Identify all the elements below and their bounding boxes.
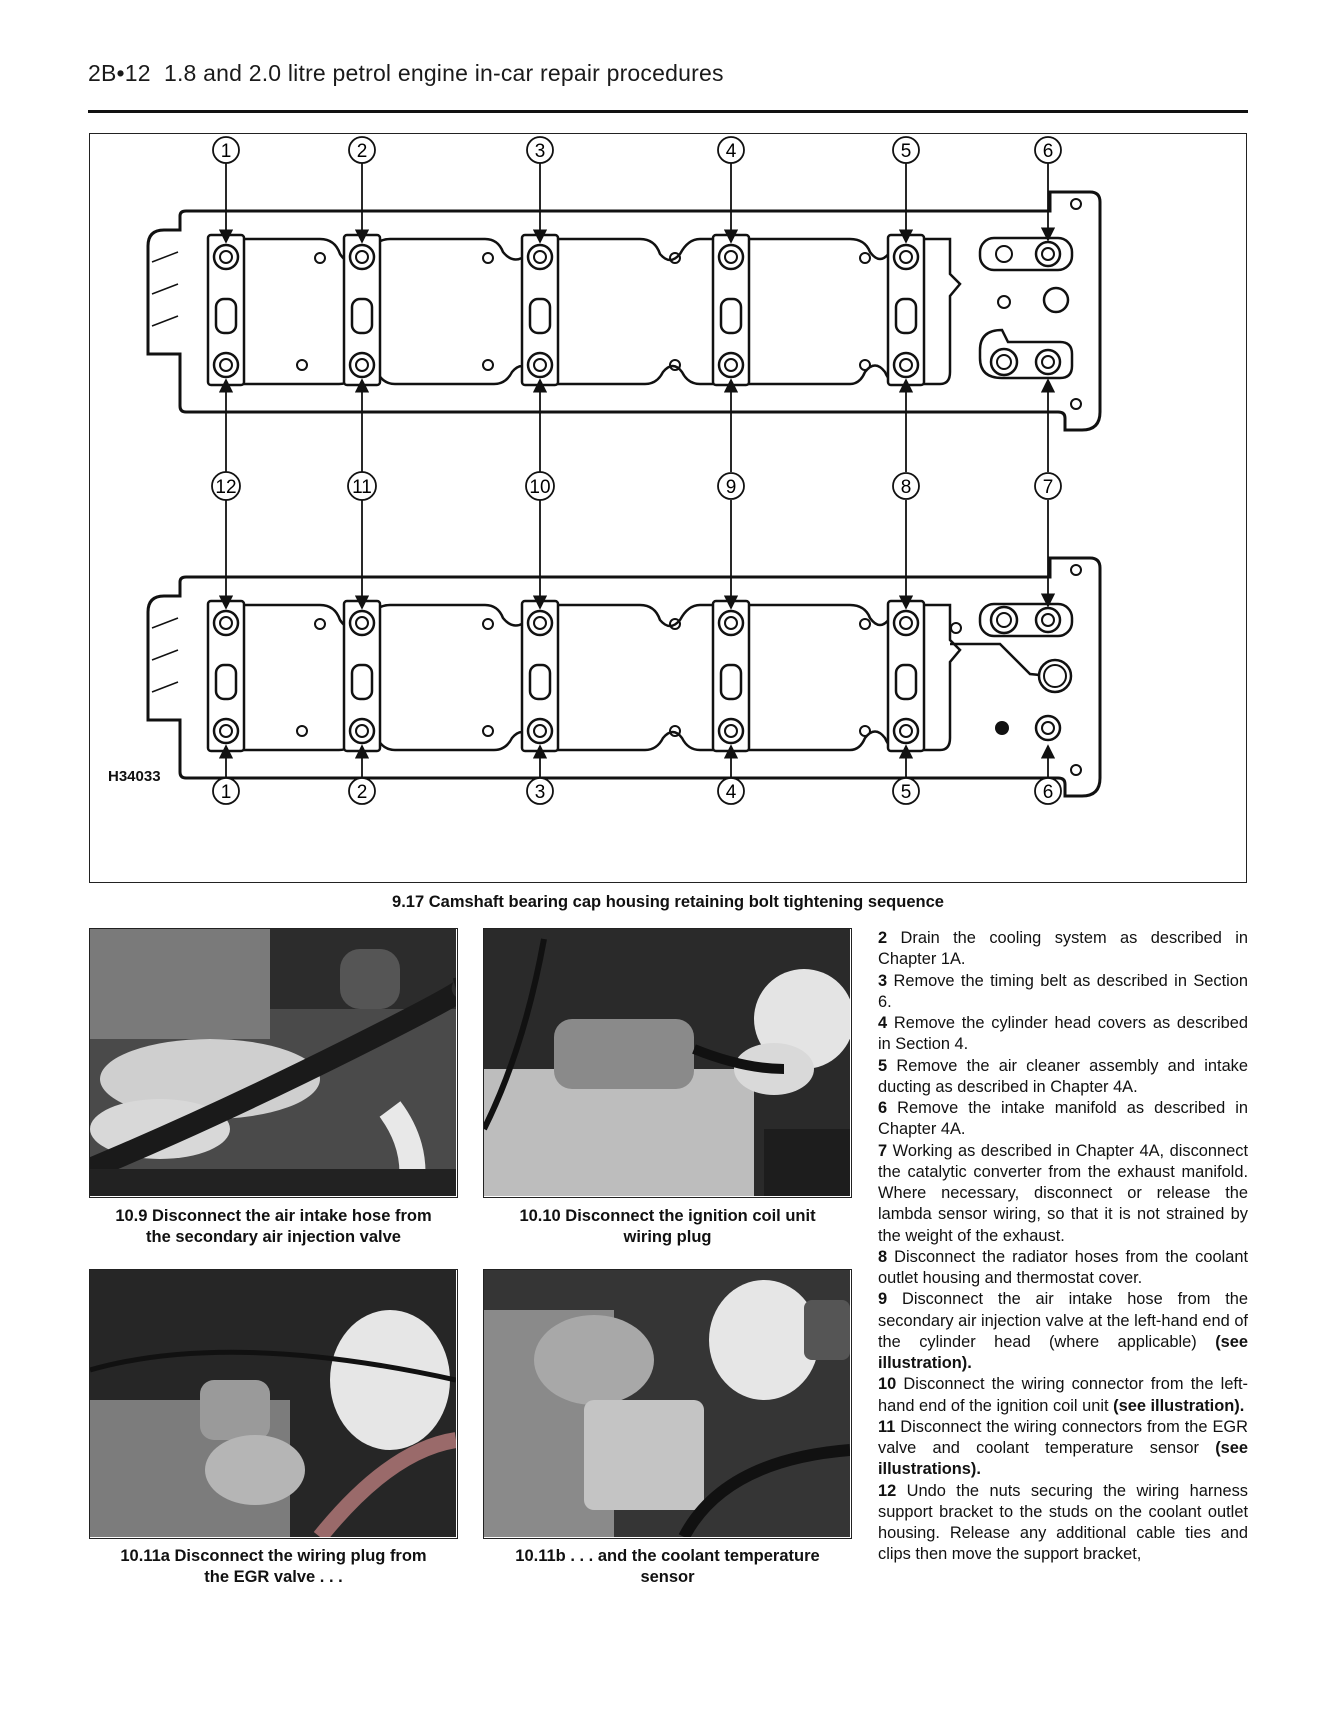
step-paragraph [878,1013,1248,1056]
top-callouts [213,137,1061,163]
diagram-code: H34033 [108,768,161,785]
photo-10-11a-caption: 10.11a Disconnect the wiring plug from the EGR valve . . . [120,1547,427,1586]
callout-label: 6 [1042,141,1054,162]
photo-10-10 [483,928,852,1198]
step-paragraph [878,1481,1248,1566]
step-text: Undo the nuts securing the wiring harness support bracket to the studs on the coolant outlet housing. Release any additional cable ties and clips then move the support bracket, [878,1481,1248,1564]
illustration-reference: (see illustrations). [878,1439,1248,1479]
callout-label: 3 [534,782,546,803]
callout-label: 12 [215,477,237,498]
step-number: 10 [878,1375,897,1394]
callout-label: 11 [352,477,372,498]
step-paragraph [878,1141,1248,1247]
callout-label: 1 [220,141,232,162]
illustration-reference: (see illustration). [878,1332,1248,1372]
step-paragraph [878,1289,1248,1374]
header-rule [88,110,1248,113]
step-number: 4 [878,1014,888,1032]
step-number: 8 [878,1247,888,1266]
middle-callouts [212,472,1061,500]
bottom-callouts [213,778,1061,804]
callout-label: 8 [900,477,912,498]
callout-label: 7 [1042,477,1054,498]
photo-10-11b [483,1269,852,1539]
engine-photo-image [90,1270,456,1537]
photo-10-11b-caption: 10.11b . . . and the coolant temperature sensor [515,1547,820,1586]
step-text: Drain the cooling system as described in Chapter 1A. [878,929,1248,969]
callout-label: 2 [356,141,368,162]
step-text: Remove the cylinder head covers as described in Section 4. [878,1014,1248,1054]
callout-label: 4 [725,141,737,162]
engine-photo-image [484,929,850,1196]
callout-label: 9 [725,477,737,498]
callout-label: 4 [725,782,737,803]
step-text: Remove the intake manifold as described in Chapter 4A. [878,1099,1248,1139]
lower-housing [148,558,1100,796]
step-number: 5 [878,1056,888,1075]
step-paragraph [878,1056,1248,1099]
callout-label: 6 [1042,782,1054,803]
callout-label: 5 [900,141,912,162]
step-text: Disconnect the radiator hoses from the coolant outlet housing and thermostat cover. [878,1247,1248,1287]
page-header [88,60,1248,87]
photo-10-9 [89,928,458,1198]
diagram-caption: 9.17 Camshaft bearing cap housing retaining bolt tightening sequence [392,893,944,911]
step-number: 7 [878,1141,888,1160]
step-number: 9 [878,1290,888,1309]
callout-label: 3 [534,141,546,162]
step-paragraph [878,928,1248,971]
step-paragraph [878,1374,1248,1417]
step-paragraph [878,1417,1248,1481]
step-number: 12 [878,1481,897,1500]
callout-label: 2 [356,782,368,803]
step-text: Remove the timing belt as described in Section 6. [878,971,1248,1011]
step-number: 2 [878,929,888,947]
step-text: Remove the air cleaner assembly and intake ducting as described in Chapter 4A. [878,1056,1248,1096]
bolt-sequence-diagram [89,133,1247,883]
step-paragraph [878,1247,1248,1290]
engine-photo-image [484,1270,850,1537]
photo-10-10-caption: 10.10 Disconnect the ignition coil unit wiring plug [519,1207,816,1246]
page-reference: 2B•12 [88,60,151,86]
photo-10-11a [89,1269,458,1539]
step-number: 3 [878,971,888,990]
callout-label: 10 [529,477,551,498]
upper-housing [148,192,1100,430]
step-text: Working as described in Chapter 4A, disconnect the catalytic converter from the exhaust manifold. Where necessary, disconnect or release the lambda sensor wiring, so that it is not strained by the weight of the exhaust. [878,1141,1248,1245]
step-text: Disconnect the air intake hose from the secondary air injection valve at the left-hand end of the cylinder head (where applicable) [878,1290,1248,1351]
diagram-drawing [90,134,1248,884]
step-text: Disconnect the wiring connectors from the EGR valve and coolant temperature sensor [878,1417,1248,1457]
step-paragraph [878,1098,1248,1141]
step-paragraph [878,971,1248,1014]
illustration-reference: (see illustration). [1113,1396,1245,1415]
photo-10-9-caption: 10.9 Disconnect the air intake hose from the secondary air injection valve [115,1207,432,1246]
procedure-steps [878,928,1248,1566]
engine-photo-image [90,929,456,1196]
callout-label: 1 [220,782,232,803]
step-number: 11 [878,1417,896,1436]
step-text: Disconnect the wiring connector from the left-hand end of the ignition coil unit [878,1375,1249,1415]
page-title: 1.8 and 2.0 litre petrol engine in-car repair procedures [163,60,724,86]
step-number: 6 [878,1099,888,1117]
callout-label: 5 [900,782,912,803]
